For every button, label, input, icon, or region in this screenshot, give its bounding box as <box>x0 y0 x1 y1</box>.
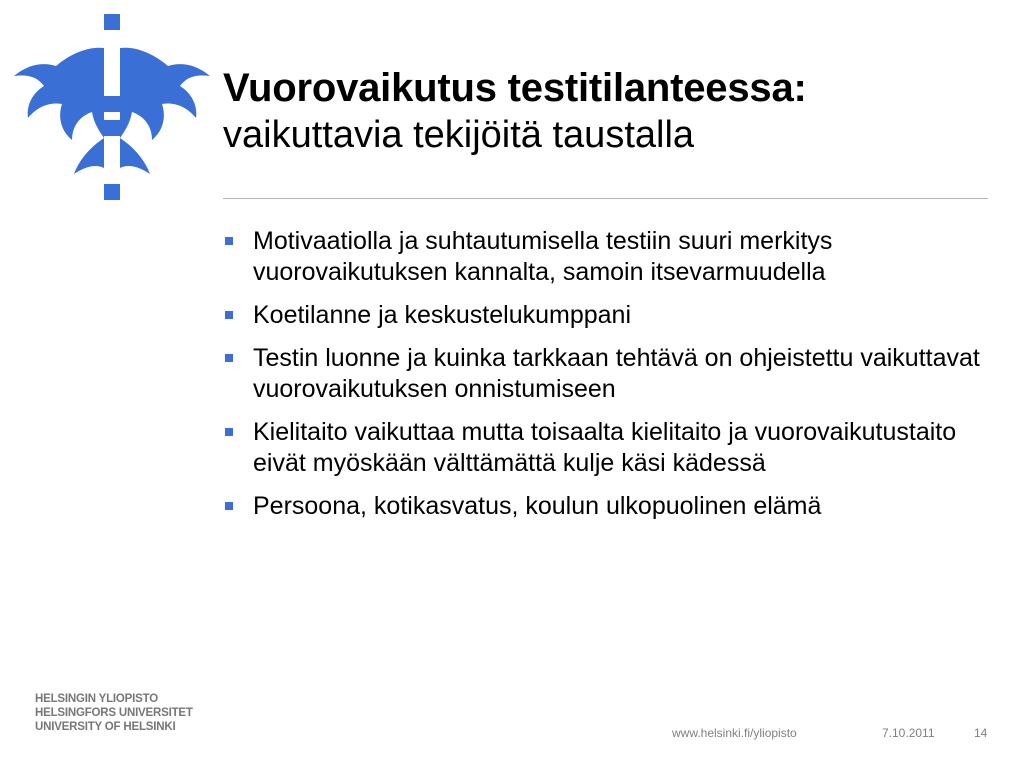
bullet-item <box>224 226 994 288</box>
bullet-item <box>224 491 994 522</box>
square-bullet-icon <box>225 502 233 510</box>
square-bullet-icon <box>225 354 233 362</box>
title-divider <box>223 198 988 199</box>
title-bold: Vuorovaikutus testitilanteessa: <box>223 66 807 110</box>
university-logo-icon <box>8 6 218 206</box>
bullet-item <box>224 417 994 479</box>
university-name-finnish: HELSINGIN YLIOPISTO <box>35 693 158 705</box>
bullet-item <box>224 300 994 331</box>
bullet-text: Koetilanne ja keskustelukumppani <box>253 301 632 329</box>
university-name-english: UNIVERSITY OF HELSINKI <box>35 721 176 733</box>
square-bullet-icon <box>225 311 233 319</box>
bullet-item <box>224 343 994 405</box>
square-bullet-icon <box>225 428 233 436</box>
footer-url-link[interactable]: www.helsinki.fi/yliopisto <box>672 726 797 740</box>
bullet-text: Persoona, kotikasvatus, koulun ulkopuolinen elämä <box>253 492 822 520</box>
bullet-text: Motivaatiolla ja suhtautumisella testiin suuri merkitys vuorovaikutuksen kannalta, samoin itsevarmuudella <box>253 227 833 286</box>
footer-date: 7.10.2011 <box>882 726 935 740</box>
title-subtitle: vaikuttavia tekijöitä taustalla <box>223 114 695 156</box>
bullet-list <box>224 226 994 534</box>
page-number: 14 <box>974 726 988 740</box>
slide-title <box>223 64 1003 158</box>
bullet-text: Testin luonne ja kuinka tarkkaan tehtävä on ohjeistettu vaikuttavat vuorovaikutuksen onnistumiseen <box>253 344 980 403</box>
square-bullet-icon <box>225 237 233 245</box>
university-name-swedish: HELSINGFORS UNIVERSITET <box>35 707 193 719</box>
bullet-text: Kielitaito vaikuttaa mutta toisaalta kielitaito ja vuorovaikutustaito eivät myöskään välttämättä kulje käsi kädessä <box>253 418 957 477</box>
university-name-block <box>35 692 193 734</box>
